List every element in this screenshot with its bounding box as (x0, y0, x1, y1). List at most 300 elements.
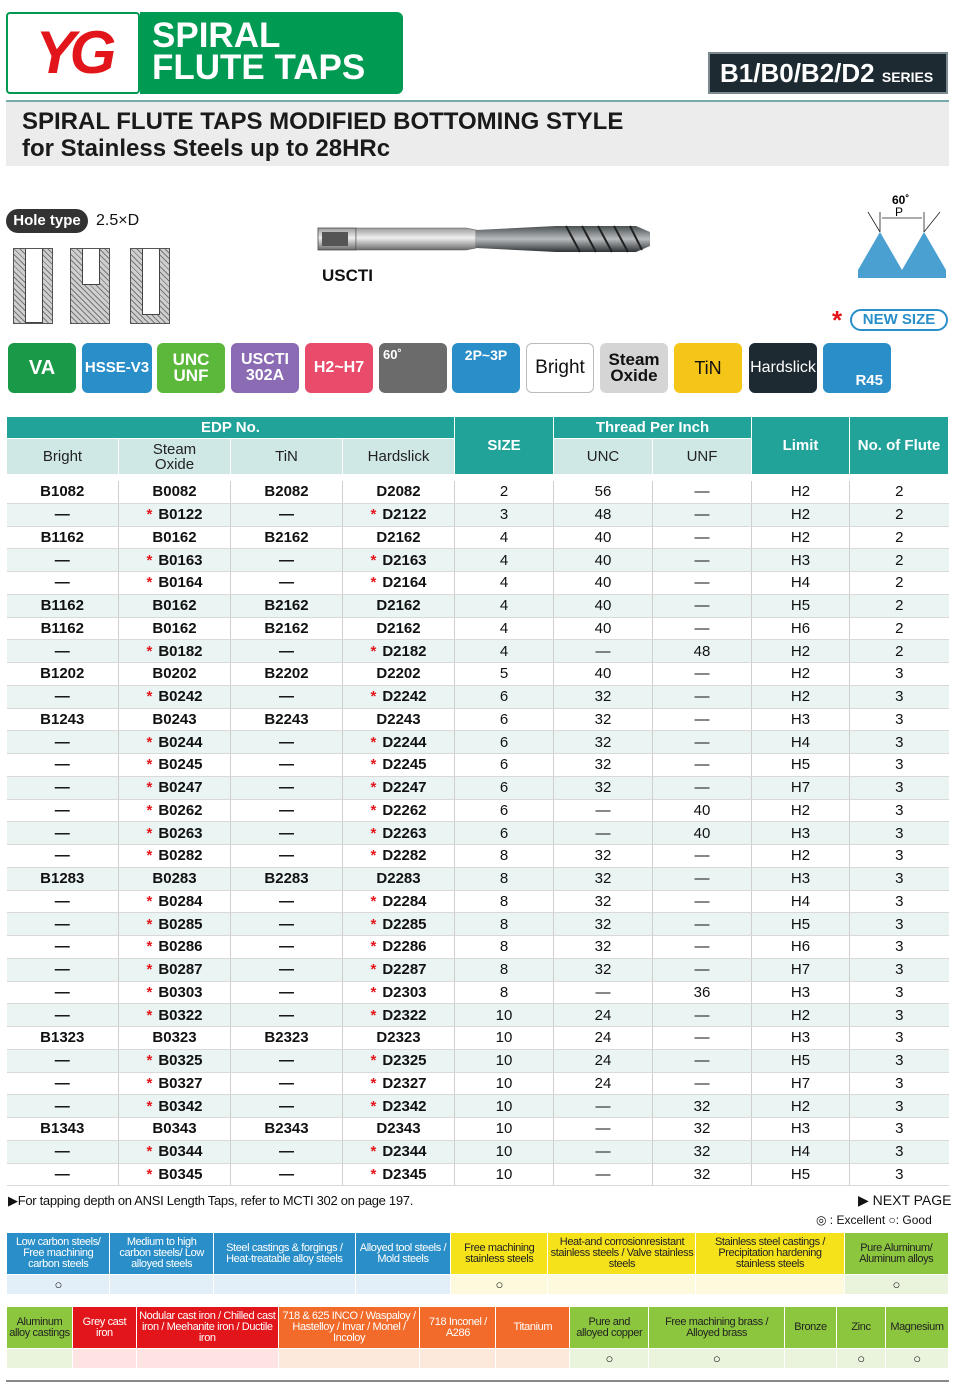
badge-limit: H2~H7 (305, 343, 373, 393)
material-label: Stainless steel castings / Precipitation hardening stainless steels (696, 1233, 844, 1275)
table-row (7, 731, 949, 754)
table-cell: 8 (455, 867, 554, 890)
table-cell: 40 (554, 572, 653, 595)
table-row (7, 1004, 949, 1027)
table-cell: 3 (850, 1049, 949, 1072)
table-cell: 4 (455, 594, 554, 617)
table-cell: 10 (455, 1163, 554, 1186)
new-size-star-icon: * (146, 1052, 153, 1070)
material-label: Titanium (496, 1307, 570, 1349)
table-cell: H2 (752, 1095, 850, 1118)
table-cell (119, 1004, 231, 1027)
table-cell: D2082 (343, 481, 455, 504)
new-size-star-icon: * (370, 1052, 377, 1070)
table-cell: — (231, 890, 343, 913)
material-label: Low carbon steels/ Free machining carbon steels (7, 1233, 110, 1275)
material-rating: ○ (451, 1275, 548, 1295)
table-cell: 3 (850, 1118, 949, 1141)
table-cell: 3 (850, 867, 949, 890)
table-row (7, 1072, 949, 1095)
table-cell: B1343 (7, 1118, 119, 1141)
table-cell: — (7, 1163, 119, 1186)
table-row (7, 822, 949, 845)
new-size-star-icon: * (370, 915, 377, 933)
table-cell: — (7, 822, 119, 845)
cell-text: B0247 (158, 779, 203, 797)
material-rating (355, 1275, 450, 1295)
table-cell: — (653, 890, 752, 913)
cell-text: B0344 (158, 1143, 203, 1161)
table-cell: — (653, 1027, 752, 1050)
new-size-badge: NEW SIZE (850, 309, 948, 331)
badge-chamfer: 2P~3P (452, 343, 520, 393)
table-cell: — (231, 958, 343, 981)
table-cell: 2 (850, 572, 949, 595)
cell-text: D2245 (382, 756, 427, 774)
table-cell: H2 (752, 1004, 850, 1027)
table-cell (343, 776, 455, 799)
table-cell: 6 (455, 754, 554, 777)
table-cell: 10 (455, 1118, 554, 1141)
table-cell: 3 (850, 822, 949, 845)
table-cell: 32 (554, 708, 653, 731)
table-cell: H3 (752, 822, 850, 845)
table-cell: — (653, 845, 752, 868)
table-cell: — (554, 1163, 653, 1186)
table-cell: — (653, 617, 752, 640)
table-cell: — (653, 549, 752, 572)
cell-text: B0244 (158, 733, 203, 751)
new-size-star-icon: * (370, 847, 377, 865)
table-cell (343, 1004, 455, 1027)
cell-text: B0163 (158, 551, 203, 569)
table-row (7, 617, 949, 640)
table-cell: B2343 (231, 1118, 343, 1141)
badge-va: VA (8, 343, 76, 393)
table-cell: — (7, 685, 119, 708)
table-cell: 3 (850, 1163, 949, 1186)
tin-header: TiN (231, 439, 343, 475)
badge-tin: TiN (674, 343, 742, 393)
table-cell: 32 (653, 1118, 752, 1141)
table-cell: — (231, 685, 343, 708)
size-header: SIZE (455, 417, 554, 475)
table-cell (119, 776, 231, 799)
table-cell: 3 (850, 1140, 949, 1163)
cell-text: D2164 (382, 574, 427, 592)
table-cell: 3 (850, 1072, 949, 1095)
table-cell: H2 (752, 845, 850, 868)
table-cell: H2 (752, 685, 850, 708)
table-row (7, 1049, 949, 1072)
table-cell: 32 (554, 845, 653, 868)
new-size-star: * (832, 305, 843, 335)
series-suffix: SERIES (881, 69, 934, 85)
table-cell: — (231, 1163, 343, 1186)
table-cell: — (7, 890, 119, 913)
flute-header: No. of Flute (850, 417, 949, 475)
new-size-star-icon: * (370, 506, 377, 524)
cell-text: B0322 (158, 1006, 203, 1024)
new-size-star-icon: * (370, 801, 377, 819)
table-cell: 10 (455, 1049, 554, 1072)
unf-header: UNF (653, 439, 752, 475)
table-cell: B0283 (119, 867, 231, 890)
new-size-star-icon: * (146, 733, 153, 751)
table-cell: — (554, 1140, 653, 1163)
new-size-star-icon: * (146, 1097, 153, 1115)
new-size-star-icon: * (370, 756, 377, 774)
new-size-star-icon: * (370, 1074, 377, 1092)
table-cell (343, 1072, 455, 1095)
table-row (7, 1027, 949, 1050)
new-size-star-icon: * (370, 983, 377, 1001)
table-cell: — (653, 754, 752, 777)
table-cell (119, 936, 231, 959)
table-cell: — (231, 731, 343, 754)
table-cell: 2 (455, 481, 554, 504)
new-size-star-icon: * (370, 1143, 377, 1161)
table-cell: 3 (850, 754, 949, 777)
table-cell: H2 (752, 481, 850, 504)
table-cell (119, 799, 231, 822)
table-cell: D2202 (343, 663, 455, 686)
badge-thread-angle: 60˚ (379, 343, 447, 393)
material-rating: ○ (844, 1275, 949, 1295)
new-size-star-icon: * (146, 779, 153, 797)
table-cell (343, 731, 455, 754)
table-cell: 8 (455, 913, 554, 936)
table-cell (119, 1095, 231, 1118)
table-cell: 32 (554, 958, 653, 981)
table-cell: H3 (752, 867, 850, 890)
table-cell: 6 (455, 822, 554, 845)
badge-bright: Bright (526, 343, 594, 393)
table-cell (343, 890, 455, 913)
table-cell: H7 (752, 958, 850, 981)
new-size-star-icon: * (370, 574, 377, 592)
table-cell: D2243 (343, 708, 455, 731)
table-cell: — (7, 936, 119, 959)
table-cell (119, 549, 231, 572)
table-cell: B1162 (7, 594, 119, 617)
table-cell: — (231, 1140, 343, 1163)
material-rating (420, 1349, 496, 1369)
table-cell: 10 (455, 1095, 554, 1118)
table-cell: — (7, 1140, 119, 1163)
material-label: Zinc (836, 1307, 885, 1349)
table-cell: B0162 (119, 594, 231, 617)
table-cell: 6 (455, 799, 554, 822)
table-cell: 4 (455, 549, 554, 572)
table-cell (119, 1140, 231, 1163)
material-label: Alloyed tool steels / Mold steels (355, 1233, 450, 1275)
table-cell: 32 (554, 913, 653, 936)
table-cell: 32 (554, 685, 653, 708)
series-code: B1/B0/B2/D2 (720, 58, 875, 88)
table-cell: — (653, 776, 752, 799)
new-size-star-icon: * (370, 779, 377, 797)
table-cell (119, 822, 231, 845)
badge-uscti: USCTI 302A (231, 343, 299, 393)
table-cell: — (7, 1049, 119, 1072)
table-cell: — (7, 754, 119, 777)
table-cell: B1283 (7, 867, 119, 890)
table-cell: H2 (752, 799, 850, 822)
new-size-star-icon: * (146, 915, 153, 933)
material-rating: ○ (649, 1349, 785, 1369)
table-cell: H3 (752, 708, 850, 731)
table-cell: 2 (850, 526, 949, 549)
table-cell: — (554, 1095, 653, 1118)
table-cell: 32 (554, 936, 653, 959)
next-page-link[interactable]: ▶ NEXT PAGE (858, 1192, 952, 1208)
page-subtitle (6, 100, 949, 166)
table-cell: — (231, 1049, 343, 1072)
table-cell: 3 (850, 708, 949, 731)
table-cell: — (653, 731, 752, 754)
footer-rule (6, 1380, 949, 1388)
cell-text: B0122 (158, 506, 203, 524)
material-label: Bronze (785, 1307, 837, 1349)
table-row (7, 503, 949, 526)
table-cell: H3 (752, 1118, 850, 1141)
table-cell: 3 (455, 503, 554, 526)
cell-text: D2163 (382, 551, 427, 569)
table-cell: 3 (850, 890, 949, 913)
table-row (7, 890, 949, 913)
subtitle-line-1: SPIRAL FLUTE TAPS MODIFIED BOTTOMING STYLE (22, 108, 624, 135)
table-cell: — (231, 572, 343, 595)
table-cell: H7 (752, 776, 850, 799)
cell-text: B0287 (158, 961, 203, 979)
material-label: 718 & 625 INCO / Waspaloy / Hastelloy / Invar / Monel / Incoloy (278, 1307, 420, 1349)
table-cell: 4 (455, 640, 554, 663)
table-cell: D2343 (343, 1118, 455, 1141)
table-cell: 3 (850, 685, 949, 708)
material-rating (72, 1349, 136, 1369)
cell-text: B0284 (158, 892, 203, 910)
table-cell: — (653, 685, 752, 708)
table-cell: 4 (455, 572, 554, 595)
badge-material: HSSE-V3 (82, 343, 152, 393)
table-cell: 3 (850, 799, 949, 822)
table-cell: 2 (850, 549, 949, 572)
table-cell: B0162 (119, 526, 231, 549)
table-cell: — (7, 845, 119, 868)
table-cell: 6 (455, 776, 554, 799)
table-cell (343, 913, 455, 936)
table-cell: H2 (752, 663, 850, 686)
table-cell: 56 (554, 481, 653, 504)
table-cell: 5 (455, 663, 554, 686)
mark-legend: ◎ : Excellent ○: Good (816, 1213, 932, 1227)
cell-text: D2342 (382, 1097, 427, 1115)
table-cell (343, 1095, 455, 1118)
new-size-star-icon: * (146, 1143, 153, 1161)
table-cell: — (554, 822, 653, 845)
table-cell: — (653, 708, 752, 731)
new-size-star-icon: * (370, 1006, 377, 1024)
table-row (7, 799, 949, 822)
table-cell: B2162 (231, 617, 343, 640)
new-size-star-icon: * (370, 824, 377, 842)
table-cell: 3 (850, 958, 949, 981)
table-cell: — (231, 913, 343, 936)
table-cell: 24 (554, 1072, 653, 1095)
table-cell: — (653, 663, 752, 686)
material-label: 718 Inconel / A286 (420, 1307, 496, 1349)
table-cell (343, 1049, 455, 1072)
table-cell: H3 (752, 1027, 850, 1050)
table-cell: — (7, 776, 119, 799)
table-cell: H6 (752, 936, 850, 959)
table-cell: — (653, 913, 752, 936)
table-cell: 36 (653, 981, 752, 1004)
table-cell: 32 (554, 754, 653, 777)
table-cell: — (653, 594, 752, 617)
table-cell: D2323 (343, 1027, 455, 1050)
table-cell: B0323 (119, 1027, 231, 1050)
unc-header: UNC (554, 439, 653, 475)
table-cell: — (554, 640, 653, 663)
table-cell: 3 (850, 913, 949, 936)
table-cell: — (554, 1118, 653, 1141)
table-cell: — (7, 913, 119, 936)
table-cell: 3 (850, 1004, 949, 1027)
table-cell (343, 640, 455, 663)
table-cell: 6 (455, 685, 554, 708)
table-cell (119, 1049, 231, 1072)
table-cell: — (231, 981, 343, 1004)
table-row (7, 913, 949, 936)
table-cell: — (231, 845, 343, 868)
table-cell: H7 (752, 1072, 850, 1095)
new-size-star-icon: * (370, 551, 377, 569)
table-cell: 32 (653, 1095, 752, 1118)
table-cell (343, 822, 455, 845)
table-cell (119, 754, 231, 777)
through-hole-icon (13, 248, 53, 324)
new-size-star-icon: * (370, 1097, 377, 1115)
table-cell (119, 1163, 231, 1186)
table-cell: D2162 (343, 594, 455, 617)
cell-text: D2247 (382, 779, 427, 797)
material-label: Steel castings & forgings / Heat-treatable alloy steels (213, 1233, 355, 1275)
material-label: Free machining brass / Alloyed brass (649, 1307, 785, 1349)
table-cell: H2 (752, 526, 850, 549)
table-row (7, 981, 949, 1004)
table-row (7, 572, 949, 595)
table-cell: 40 (554, 549, 653, 572)
table-row (7, 549, 949, 572)
table-cell: — (7, 958, 119, 981)
table-cell: — (231, 799, 343, 822)
table-cell: — (653, 1072, 752, 1095)
table-cell: D2162 (343, 617, 455, 640)
table-cell: B2082 (231, 481, 343, 504)
badge-steam-oxide: Steam Oxide (600, 343, 668, 393)
cell-text: B0345 (158, 1165, 203, 1183)
table-cell (343, 981, 455, 1004)
badge-hardslick: Hardslick (749, 343, 817, 393)
cell-text: D2122 (382, 506, 427, 524)
table-cell: — (653, 481, 752, 504)
material-label: Aluminum alloy castings (7, 1307, 73, 1349)
new-size-star-icon: * (370, 688, 377, 706)
table-cell: 40 (554, 663, 653, 686)
new-size-star-icon: * (370, 938, 377, 956)
material-label: Medium to high carbon steels/ Low alloyed steels (110, 1233, 213, 1275)
table-cell: 3 (850, 731, 949, 754)
product-title (140, 12, 403, 94)
table-cell: 8 (455, 981, 554, 1004)
table-row (7, 1140, 949, 1163)
table-cell: 2 (850, 594, 949, 617)
cell-text: B0182 (158, 642, 203, 660)
table-cell: H2 (752, 640, 850, 663)
table-cell: B0082 (119, 481, 231, 504)
table-cell: — (7, 731, 119, 754)
table-cell: 4 (455, 617, 554, 640)
hardslick-header: Hardslick (343, 439, 455, 475)
table-cell: B0162 (119, 617, 231, 640)
table-cell: — (554, 981, 653, 1004)
cell-text: D2285 (382, 915, 427, 933)
new-size-star-icon: * (146, 688, 153, 706)
table-cell (343, 1163, 455, 1186)
edp-table-body (7, 475, 949, 1186)
table-cell: — (231, 822, 343, 845)
material-rating (7, 1349, 73, 1369)
new-size-star-icon: * (370, 642, 377, 660)
table-cell: — (231, 754, 343, 777)
new-size-star-icon: * (146, 1074, 153, 1092)
table-cell (343, 685, 455, 708)
table-cell (343, 958, 455, 981)
table-row (7, 663, 949, 686)
table-cell (343, 754, 455, 777)
table-cell: — (231, 1004, 343, 1027)
cell-text: B0286 (158, 938, 203, 956)
table-cell (119, 913, 231, 936)
material-label: Heat-and corrosionresistant stainless steels / Valve stainless steels (548, 1233, 696, 1275)
table-cell: — (653, 526, 752, 549)
cell-text: D2242 (382, 688, 427, 706)
cell-text: B0164 (158, 574, 203, 592)
new-size-star-icon: * (370, 892, 377, 910)
table-cell: 6 (455, 708, 554, 731)
table-cell: 48 (554, 503, 653, 526)
new-size-star-icon: * (146, 824, 153, 842)
material-label: Pure and alloyed copper (570, 1307, 649, 1349)
table-cell: 32 (653, 1163, 752, 1186)
table-cell: — (231, 776, 343, 799)
table-cell (119, 731, 231, 754)
table-cell: — (231, 503, 343, 526)
table-cell (343, 1140, 455, 1163)
cell-text: D2303 (382, 983, 427, 1001)
spiral-tap-image (316, 222, 651, 256)
table-cell: 3 (850, 845, 949, 868)
table-cell (343, 503, 455, 526)
table-cell: 48 (653, 640, 752, 663)
new-size-star-icon: * (146, 801, 153, 819)
table-cell: B2162 (231, 526, 343, 549)
new-size-star-icon: * (146, 642, 153, 660)
thread-profile-diagram (850, 190, 950, 280)
angle-label: 60˚ (892, 193, 910, 207)
